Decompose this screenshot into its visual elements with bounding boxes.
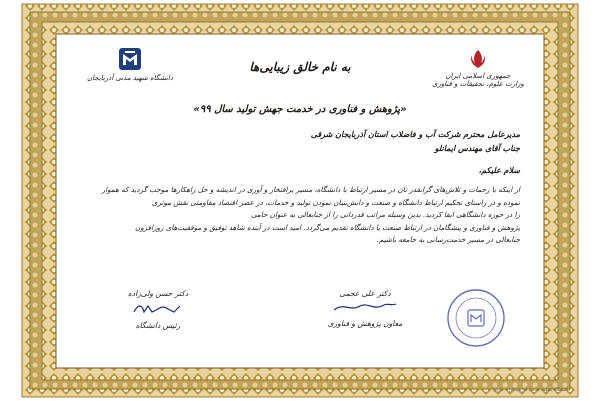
university-logo-icon: [117, 46, 143, 72]
certificate-title: «پژوهش و فناوری در خدمت جهش تولید سال ۹۹»: [193, 104, 407, 115]
president-signature-icon: [128, 300, 188, 316]
president-signature-block: [98, 288, 218, 332]
body-line: نموده و در راستای تحکیم ارتباط دانشگاه و صنعت و دانش‌بنیان نمودن تولید و خدمات، در عصر اقتصاد مقاومتی نقش موثری: [151, 197, 520, 207]
vp-role: معاون پژوهش و فناوری: [327, 319, 403, 328]
president-role: رئیس دانشگاه: [135, 321, 181, 330]
ministry-line-1: جمهوری اسلامی ایران: [445, 72, 511, 80]
university-name: دانشگاه شهید مدنی آذربایجان: [87, 74, 173, 82]
ministry-line-2: وزارت علوم، تحقیقات و فناوری: [432, 80, 524, 89]
certificate-body: [80, 184, 520, 247]
certificate-content: [62, 38, 538, 360]
addressee-title: مدیرعامل محترم شرکت آب و فاضلاب استان آذربایجان شرقی: [310, 130, 520, 139]
vp-signature-icon: [330, 300, 400, 314]
president-name: دکتر حسن ولی‌زاده: [127, 289, 189, 298]
body-line: از اینکه با زحمات و تلاش‌های گرانقدر تان در مسیر ارتباط با دانشگاه، مسیر پرافتخار و آوری در اندیشه و حل راهکارها موجب گردید که هموار: [101, 185, 520, 194]
vp-name: دکتر علی عجمی: [339, 289, 391, 298]
body-line: جنابعالی در مسیر خدمت‌رسانی به جامعه باشیم.: [376, 235, 520, 245]
university-header: [70, 46, 190, 82]
official-stamp-icon: [444, 286, 508, 350]
body-line: را در حوزه دانشگاهی ایفا کردید. بدین وسیله مراتب قدردانی را از جنابعالی به عنوان حامی: [250, 210, 520, 220]
vp-signature-block: [310, 288, 420, 330]
addressee-name: جناب آقای مهندس ایمانلو: [434, 144, 520, 153]
body-line: پژوهش و فناوری و پیشگامان در ارتباط صنعت با دانشگاه تقدیم می‌گردد. امید است در آینده شاهد توفیق و موفقیت‌های روزافزون: [134, 222, 520, 232]
footer-text: دانشگاه شهید مدنی آذربایجان - تبریز: [493, 387, 570, 393]
basmala: به نام خالق زیبایی‌ها: [249, 60, 351, 74]
greeting: سلام علیکم،: [478, 166, 520, 175]
